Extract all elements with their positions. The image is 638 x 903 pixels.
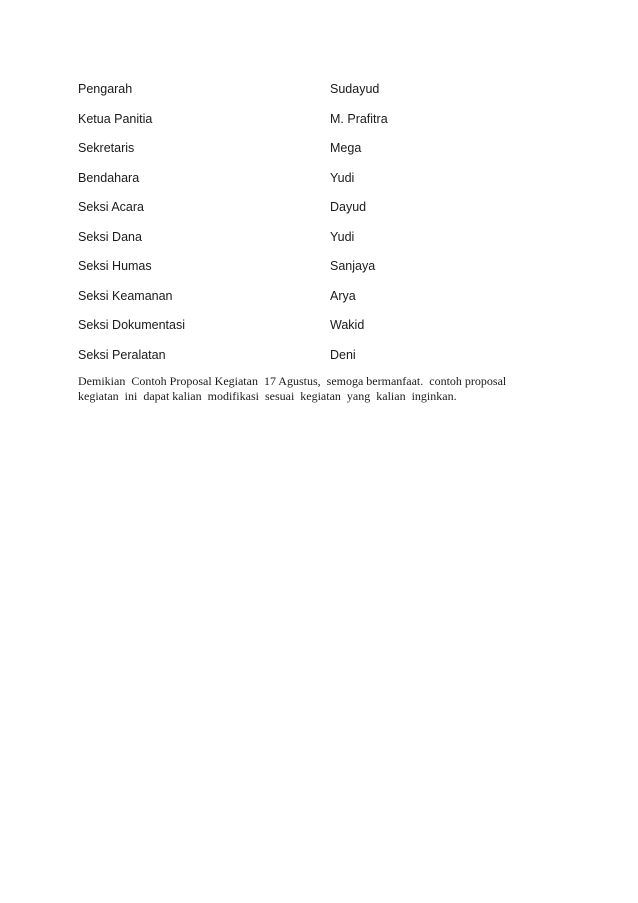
committee-role: Seksi Peralatan [78,347,166,362]
committee-row [78,347,498,377]
committee-role: Seksi Keamanan [78,288,173,303]
committee-row [78,170,498,200]
committee-member: Arya [330,288,356,303]
closing-line-1: Demikian Contoh Proposal Kegiatan 17 Agustus, semoga bermanfaat. contoh proposal [78,374,507,388]
committee-member: Deni [330,347,356,362]
committee-member: Mega [330,141,362,155]
committee-member: Wakid [330,318,365,332]
committee-row [78,81,498,111]
committee-role: Sekretaris [78,141,135,155]
committee-row [78,140,498,170]
closing-paragraph [78,374,528,404]
committee-role: Seksi Acara [78,200,145,214]
committee-row [78,111,498,141]
committee-member: Yudi [330,170,355,185]
committee-role: Seksi Dokumentasi [78,318,185,332]
committee-role: Pengarah [78,82,133,96]
committee-role: Ketua Panitia [78,111,153,126]
committee-row [78,258,498,288]
committee-row [78,317,498,347]
committee-role: Bendahara [78,170,140,185]
committee-member: Sudayud [330,82,380,96]
committee-row [78,288,498,318]
committee-member: Dayud [330,200,367,214]
committee-row [78,199,498,229]
committee-member: Sanjaya [330,259,376,273]
committee-role: Seksi Humas [78,259,152,273]
committee-member: Yudi [330,229,355,244]
committee-member: M. Prafitra [330,111,388,126]
committee-list [78,81,498,376]
committee-row [78,229,498,259]
committee-role: Seksi Dana [78,229,142,244]
closing-line-2: kegiatan ini dapat kalian modifikasi sesuai kegiatan yang kalian inginkan. [78,389,457,403]
